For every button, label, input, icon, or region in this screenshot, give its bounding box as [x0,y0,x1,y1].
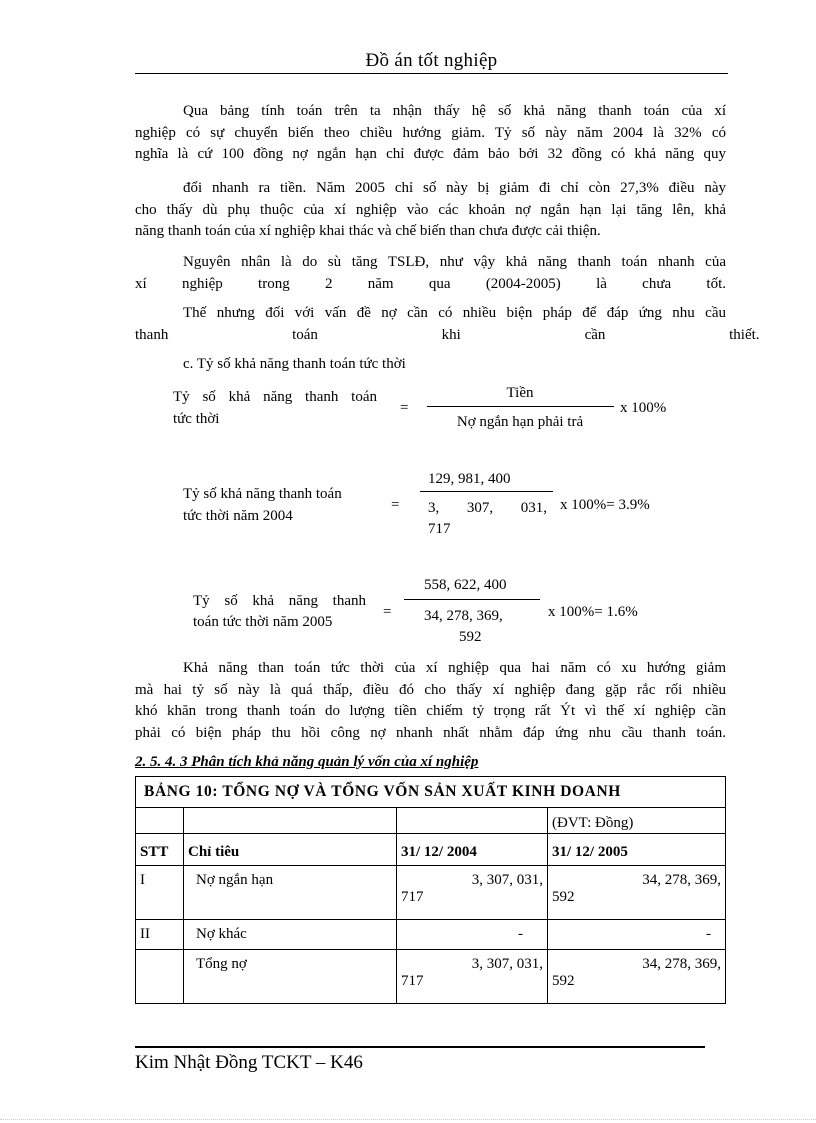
footer-rule [135,1046,705,1048]
row-value-2005 [548,950,726,1004]
text-line: Thế nhưng đối với vấn đề nợ cần có nhiều biện pháp để đáp ứng nhu cầu [183,305,726,321]
formula-2004-numerator: 129, 981, 400 [428,471,511,487]
formula-label-line2: tức thời [173,411,220,427]
formula-multiplier: x 100% [620,400,667,416]
value-part: 592 [552,889,575,905]
value-part: 34, 278, 369, [642,956,721,972]
text-line: năng thanh toán của xí nghiệp khai thác và chế biến than chưa được cải thiện. [135,223,601,239]
table-row [136,950,726,1004]
formula-2005-denominator-line1: 34, 278, 369, [424,608,503,624]
row-indicator: Nợ ngắn hạn [184,866,397,920]
table-cell [184,808,397,834]
header-indicator: Chỉ tiêu [184,834,397,866]
paragraph-2 [135,178,726,243]
text-line: Qua bảng tính toán trên ta nhận thấy hệ số khả năng thanh toán của xí [183,103,726,119]
header-2004: 31/ 12/ 2004 [397,834,548,866]
formula-2005-denominator-line2: 592 [459,629,482,645]
formula-2004-denominator-line1: 3, 307, 031, [428,500,547,516]
formula-numerator: Tiền [506,385,534,401]
value-part: 717 [401,973,424,989]
section-heading: 2. 5. 4. 3 Phân tích khả năng quản lý vốn của xí nghiệp [135,754,479,770]
formula-2004-label-line1: Tỷ số khả năng thanh toán [183,486,342,502]
subheading-c: c. Tỷ số khả năng thanh toán tức thời [183,356,406,372]
table-row [136,920,726,950]
value-part: 34, 278, 369, [642,872,721,888]
paragraph-1 [135,101,726,166]
row-stt: II [136,920,184,950]
row-value-2004: - [397,920,548,950]
page-header-title: Đồ án tốt nghiệp [365,50,498,71]
formula-label-line1: Tỷ số khả năng thanh toán [173,389,377,405]
formula-2005-label-line2: toán tức thời năm 2005 [193,614,333,630]
footer-text: Kim Nhật Đồng TCKT – K46 [135,1052,363,1073]
text-line: cho thấy dù phụ thuộc của xí nghiệp vào các khoản nợ ngắn hạn lại tăng lên, khả [135,201,726,218]
text-line: thanh toán khi cần thiết. [135,326,760,343]
text-line: nghiệp có sự chuyển biến theo chiều hướng giảm. Tỷ số này năm 2004 là 32% có [135,124,726,141]
formula-2005-numerator: 558, 622, 400 [424,577,507,593]
table-row [136,866,726,920]
row-indicator: Nợ khác [184,920,397,950]
text-line: phải có biện pháp thu hồi công nợ nhanh nhất nhằm đáp ứng nhu cầu thanh toán. [135,724,726,741]
table-title-row [136,777,726,808]
text-line: Khả năng than toán tức thời của xí nghiệp qua hai năm có xu hướng giảm [183,660,726,676]
table-title: BẢNG 10: TỔNG NỢ VÀ TỔNG VỐN SẢN XUẤT KINH DOANH [136,777,726,808]
formula-2004-denominator-line2: 717 [428,521,451,537]
formula-2004-equals: = [391,497,400,513]
formula-2005-label-line1: Tỷ số khả năng thanh [193,593,366,609]
fraction-bar [420,491,553,492]
fraction-bar [404,599,540,600]
formula-2004-result: x 100%= 3.9% [560,497,650,513]
text-line: nghĩa là cứ 100 đồng nợ ngắn hạn chỉ được đảm bảo bởi 32 đồng có khả năng quy [135,146,726,162]
formula-equals: = [400,400,409,416]
row-value-2005 [548,866,726,920]
fraction-bar [427,406,614,407]
formula-2004-label-line2: tức thời năm 2004 [183,508,293,524]
row-stt: I [136,866,184,920]
row-value-2004 [397,866,548,920]
header-rule [135,73,728,74]
text-line: khó khăn trong thanh toán do lượng tiền chiếm tỷ trọng rất Ýt vì thế xí nghiệp cần [135,703,726,719]
page-edge-dotted-line [0,1119,816,1120]
debt-table [135,776,726,1004]
text-line: xí nghiệp trong 2 năm qua (2004-2005) là chưa tốt. [135,275,726,292]
row-stt [136,950,184,1004]
paragraph-3 [135,252,726,295]
table-cell [397,808,548,834]
paragraph-4 [135,303,760,346]
row-value-2004 [397,950,548,1004]
table-unit: (ĐVT: Đồng) [548,808,726,834]
text-line: Nguyên nhân là do sù tăng TSLĐ, như vậy khả năng thanh toán nhanh của [183,254,726,270]
row-value-2005: - [548,920,726,950]
value-part: 717 [401,889,424,905]
header-2005: 31/ 12/ 2005 [548,834,726,866]
row-indicator: Tổng nợ [184,950,397,1004]
text-line: đổi nhanh ra tiền. Năm 2005 chỉ số này bị giảm đi chỉ còn 27,3% điều này [183,180,726,196]
header-stt: STT [136,834,184,866]
table-unit-row [136,808,726,834]
value-part: 3, 307, 031, [471,872,543,888]
formula-denominator: Nợ ngắn hạn phải trả [456,414,584,430]
table-cell [136,808,184,834]
formula-2005-result: x 100%= 1.6% [548,604,638,620]
value-part: 592 [552,973,575,989]
paragraph-6 [135,658,726,744]
formula-2005-equals: = [383,604,392,620]
value-part: 3, 307, 031, [471,956,543,972]
table-header-row [136,834,726,866]
text-line: mà hai tỷ số này là quá thấp, điều đó cho thấy xí nghiệp đang gặp rắc rối nhiều [135,681,726,698]
